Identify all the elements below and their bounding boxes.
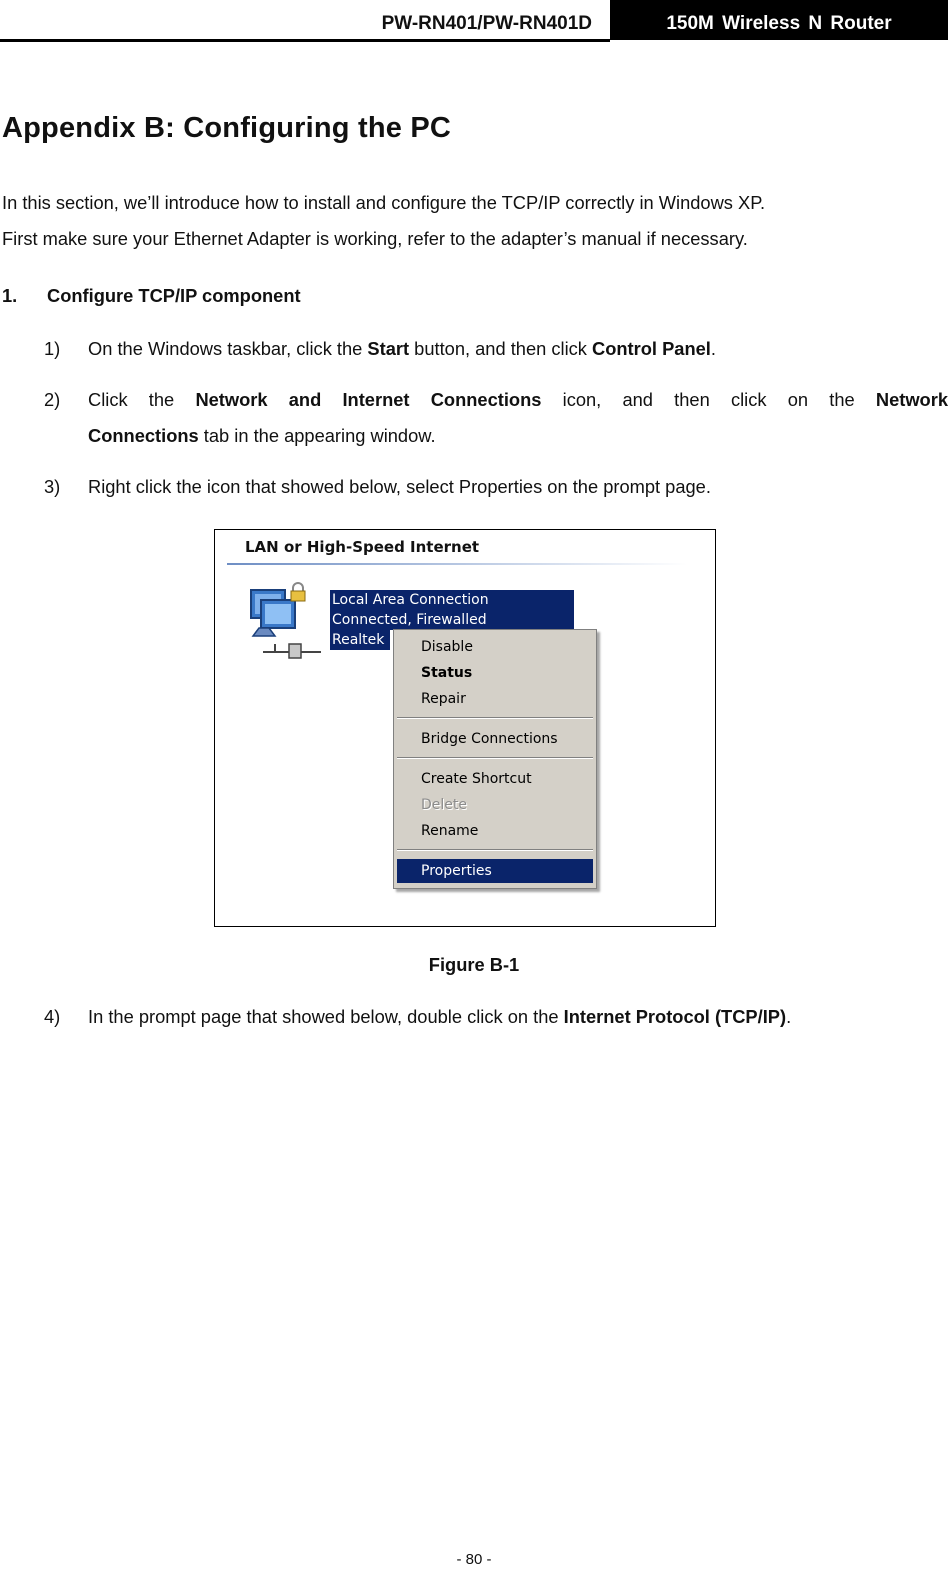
header-model: PW-RN401/PW-RN401D <box>381 13 592 34</box>
header-rule <box>0 39 610 42</box>
menu-separator <box>397 757 593 759</box>
menu-item-bridge-connections[interactable]: Bridge Connections <box>421 731 558 747</box>
menu-item-rename[interactable]: Rename <box>421 823 479 839</box>
step-3 <box>44 469 948 505</box>
connection-status: Connected, Firewalled <box>330 610 574 630</box>
step-2 <box>44 382 948 454</box>
step-text: tab in the appearing window. <box>198 425 436 446</box>
menu-separator <box>397 849 593 851</box>
menu-item-repair[interactable]: Repair <box>421 691 466 707</box>
step-bold: Connections <box>88 425 199 446</box>
step-text: In the prompt page that showed below, double click on the <box>88 1006 564 1027</box>
page-number: - 80 - <box>456 1551 492 1568</box>
intro-line-1: In this section, we’ll introduce how to install and configure the TCP/IP correctly in Windows XP. <box>2 192 766 213</box>
step-bold: Network and Internet Connections <box>195 389 542 410</box>
menu-item-create-shortcut[interactable]: Create Shortcut <box>421 771 532 787</box>
section-title: Configure TCP/IP component <box>47 285 301 306</box>
network-connection-icon <box>245 582 325 662</box>
step-number: 3) <box>44 476 61 497</box>
figure-caption: Figure B-1 <box>428 954 520 975</box>
step-text: . <box>786 1006 792 1027</box>
menu-item-status[interactable]: Status <box>421 665 473 681</box>
step-bold: Control Panel <box>592 338 711 359</box>
menu-item-delete: Delete <box>421 797 467 813</box>
step-bold: Network <box>875 389 948 410</box>
connection-name: Local Area Connection <box>330 590 574 610</box>
step-text: Right click the icon that showed below, select Properties on the prompt page. <box>88 476 711 497</box>
section-number: 1. <box>2 285 18 306</box>
menu-item-properties[interactable]: Properties <box>397 859 593 883</box>
step-4 <box>44 999 948 1035</box>
context-menu <box>393 629 597 889</box>
step-1 <box>44 331 948 367</box>
connection-device: Realtek <box>330 630 390 650</box>
page-title: Appendix B: Configuring the PC <box>2 112 452 144</box>
step-bold: Start <box>367 338 410 359</box>
menu-separator <box>397 717 593 719</box>
step-text: icon, and then click on the <box>541 389 876 410</box>
step-number: 2) <box>44 389 61 410</box>
step-text: . <box>710 338 716 359</box>
figure-b1 <box>214 529 716 927</box>
figure-heading: LAN or High-Speed Internet <box>245 538 480 556</box>
step-text: Click the <box>88 389 196 410</box>
figure-heading-rule <box>227 563 687 565</box>
step-number: 1) <box>44 338 61 359</box>
menu-item-disable[interactable]: Disable <box>421 639 473 655</box>
section-heading <box>2 285 301 307</box>
step-text: button, and then click <box>409 338 593 359</box>
step-bold: Internet Protocol (TCP/IP) <box>563 1006 787 1027</box>
header-product: 150M Wireless N Router <box>610 0 948 40</box>
step-text: On the Windows taskbar, click the <box>88 338 368 359</box>
step-number: 4) <box>44 1006 61 1027</box>
intro-line-2: First make sure your Ethernet Adapter is working, refer to the adapter’s manual if necessary. <box>2 228 748 249</box>
